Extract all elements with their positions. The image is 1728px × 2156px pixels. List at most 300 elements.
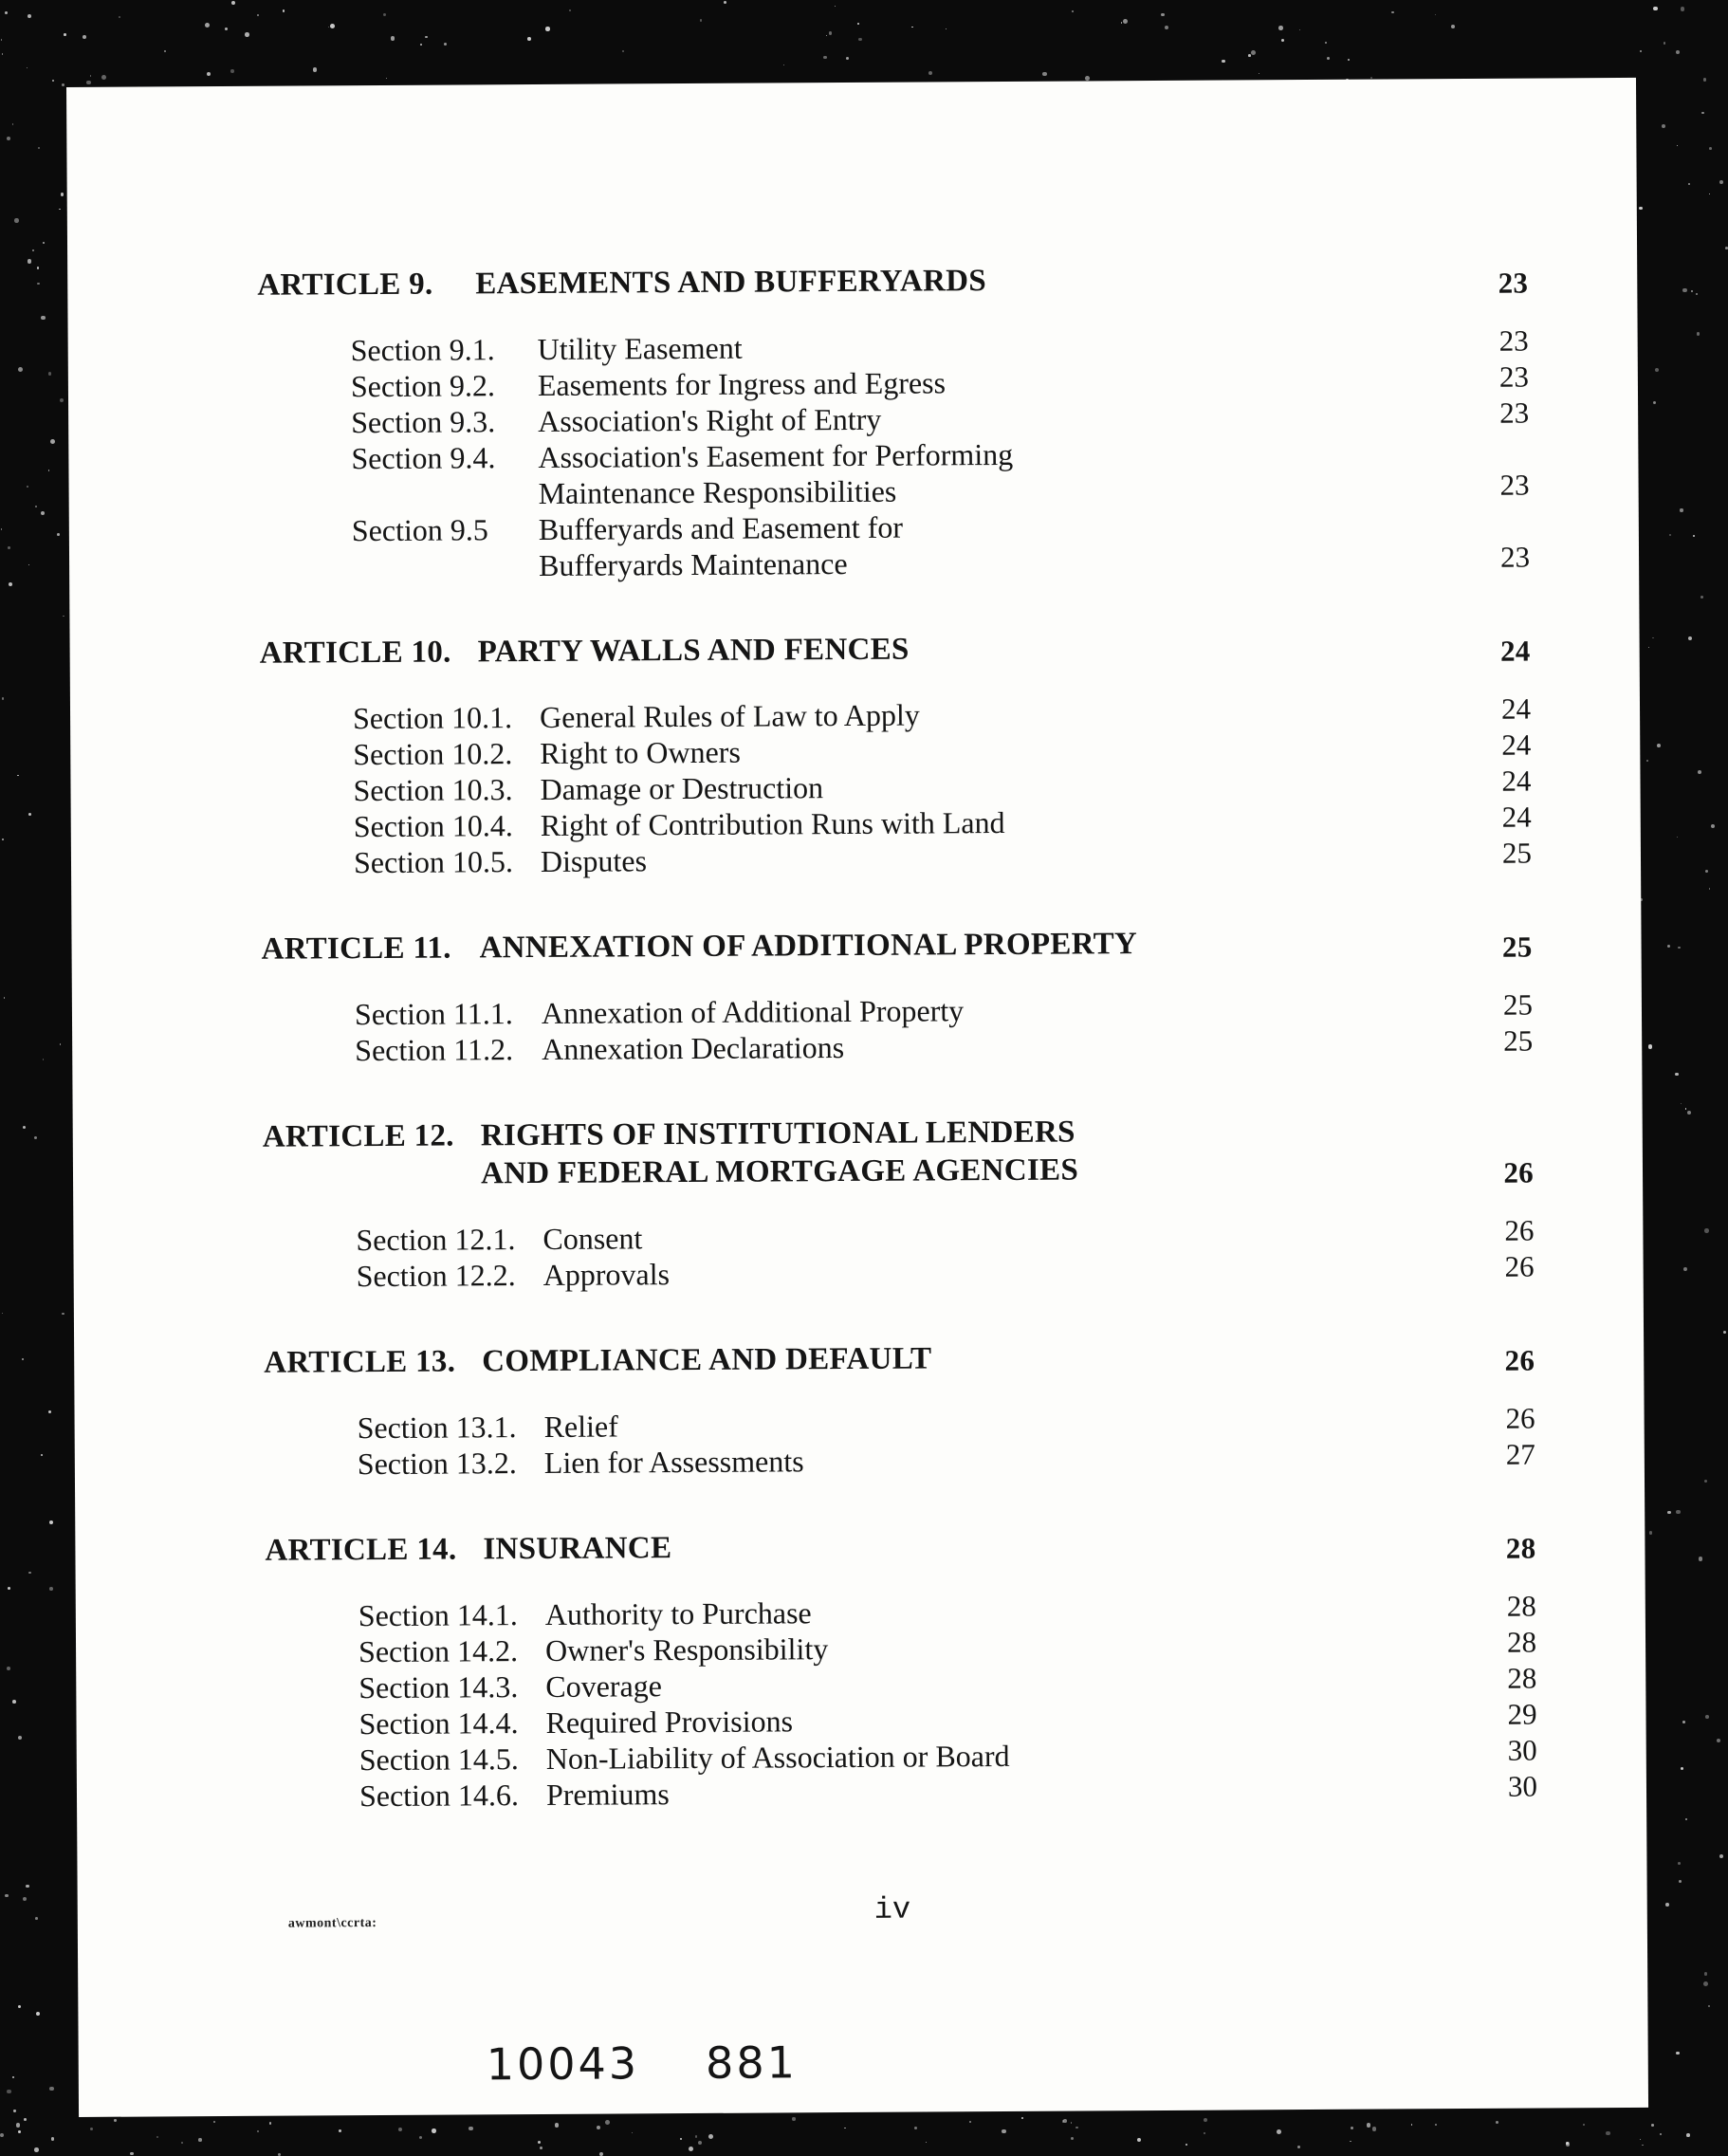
scan-speckle	[1677, 837, 1678, 838]
scan-speckle	[545, 27, 549, 30]
scan-speckle	[724, 1, 726, 4]
section-page-number: 23	[1499, 468, 1530, 502]
scan-speckle	[1123, 19, 1128, 24]
scan-speckle	[59, 209, 61, 211]
section-number: Section 12.2.	[356, 1258, 516, 1294]
scan-speckle	[605, 2120, 610, 2125]
section-page-number: 24	[1501, 800, 1532, 834]
scan-speckle	[1642, 2145, 1643, 2146]
section-page-number: 26	[1505, 1401, 1535, 1435]
section-page-number: 28	[1506, 1589, 1536, 1623]
scan-speckle	[49, 1587, 53, 1591]
scan-speckle	[1688, 636, 1692, 640]
scan-speckle	[1071, 2137, 1074, 2140]
scan-speckle	[26, 1885, 29, 1889]
section-page-number: 24	[1500, 691, 1532, 726]
scan-speckle	[700, 19, 703, 22]
scan-speckle	[1348, 59, 1350, 61]
section-page-number: 23	[1499, 540, 1531, 574]
scan-speckle	[1687, 1111, 1691, 1115]
scan-speckle	[339, 2129, 341, 2132]
scan-speckle	[823, 56, 826, 59]
section-title: Lien for Assessments	[543, 1444, 804, 1480]
scan-speckle	[101, 75, 106, 80]
scan-speckle	[1675, 1073, 1679, 1077]
section-title: Damage or Destruction	[540, 770, 824, 806]
article-page-number: 26	[1503, 1155, 1535, 1189]
section-list	[258, 325, 1531, 585]
scan-speckle	[1667, 1511, 1670, 1514]
scan-speckle	[37, 283, 40, 286]
scan-speckle	[1281, 39, 1284, 42]
scan-speckle	[24, 2118, 27, 2121]
scan-speckle	[23, 1126, 26, 1129]
scan-speckle	[18, 2005, 22, 2009]
section-title: Easements for Ingress and Egress	[537, 365, 947, 402]
scan-speckle	[7, 2090, 10, 2093]
scan-speckle	[12, 123, 14, 125]
scan-speckle	[1606, 2131, 1610, 2136]
scan-speckle	[680, 2138, 682, 2140]
scan-speckle	[1682, 1721, 1685, 1723]
scan-speckle	[1681, 1103, 1682, 1104]
section-page-number: 28	[1507, 1661, 1537, 1695]
scan-speckle	[28, 813, 31, 816]
scan-speckle	[1351, 2127, 1353, 2129]
scan-speckle	[0, 2133, 4, 2137]
scan-speckle	[28, 564, 29, 565]
scan-speckle	[181, 2142, 183, 2144]
article-number: ARTICLE 12.	[262, 1118, 454, 1154]
scan-speckle	[386, 78, 387, 79]
scan-speckle	[28, 259, 32, 264]
section-page-number: 25	[1503, 1023, 1534, 1058]
scan-speckle	[23, 1897, 27, 1901]
scan-speckle	[278, 2153, 281, 2156]
scan-speckle	[1681, 7, 1684, 10]
article-title: COMPLIANCE AND DEFAULT	[482, 1341, 932, 1379]
scan-speckle	[5, 1894, 8, 1897]
scan-speckle	[328, 27, 329, 28]
scan-speckle	[86, 81, 91, 85]
scan-speckle	[16, 2123, 20, 2127]
scan-speckle	[1703, 1981, 1708, 1986]
scan-speckle	[18, 367, 23, 372]
scan-speckle	[1676, 1510, 1680, 1514]
section-title: Utility Easement	[537, 330, 743, 366]
section-number: Section 14.1.	[358, 1597, 518, 1633]
scan-speckle	[1669, 534, 1671, 536]
scan-speckle	[62, 83, 64, 86]
scan-speckle	[1709, 147, 1712, 150]
scan-speckle	[41, 511, 45, 515]
scan-speckle	[1435, 14, 1436, 15]
scan-speckle	[36, 2012, 40, 2016]
scan-speckle	[14, 218, 18, 222]
scan-speckle	[1662, 124, 1665, 128]
scan-speckle	[119, 16, 120, 18]
section-page-number: 27	[1505, 1437, 1535, 1471]
scan-speckle	[1693, 535, 1695, 537]
article-title: EASEMENTS AND BUFFERYARDS	[475, 264, 987, 302]
section-list	[265, 1403, 1535, 1483]
scan-speckle	[911, 27, 912, 28]
scan-speckle	[269, 2122, 271, 2124]
scan-speckle	[28, 14, 31, 18]
section-page-number: 28	[1506, 1625, 1537, 1659]
scan-speckle	[698, 2141, 702, 2145]
section-title: Authority to Purchase	[544, 1595, 812, 1631]
scan-speckle	[1451, 25, 1455, 28]
scan-speckle	[2, 1313, 4, 1315]
section-title: Relief	[543, 1409, 618, 1444]
scan-speckle	[213, 2121, 215, 2123]
section-title: Non-Liability of Association or Board	[545, 1738, 1010, 1776]
scan-speckle	[1709, 193, 1710, 194]
scan-speckle	[1703, 78, 1707, 82]
article-number: ARTICLE 13.	[264, 1344, 456, 1380]
article-heading	[265, 1524, 1535, 1570]
scan-speckle	[1411, 2124, 1412, 2125]
article-title: PARTY WALLS AND FENCES	[477, 632, 910, 670]
scan-speckle	[1186, 2144, 1187, 2146]
scan-speckle	[1299, 29, 1300, 30]
scan-speckle	[1653, 401, 1656, 404]
scan-speckle	[1367, 2123, 1370, 2127]
section-list	[260, 693, 1532, 881]
section-list	[266, 1591, 1537, 1815]
scan-speckle	[60, 398, 64, 402]
scan-speckle	[1683, 1267, 1687, 1271]
scan-speckle	[1435, 2124, 1437, 2126]
scan-speckle	[444, 43, 447, 46]
article-number: ARTICLE 10.	[259, 635, 451, 671]
section-title: Consent	[542, 1221, 643, 1256]
scan-speckle	[1137, 2138, 1141, 2142]
section-number: Section 9.5	[351, 512, 488, 548]
scan-speckle	[1071, 2122, 1072, 2123]
scan-speckle	[569, 9, 571, 11]
scan-speckle	[1002, 2129, 1005, 2133]
section-number: Section 11.1.	[354, 996, 513, 1032]
article-title: ANNEXATION OF ADDITIONAL PROPERTY	[479, 927, 1138, 966]
section-number: Section 12.1.	[356, 1222, 516, 1258]
scan-speckle	[1709, 888, 1710, 889]
scan-speckle	[829, 31, 832, 34]
scan-speckle	[1697, 332, 1700, 336]
scan-speckle	[283, 9, 285, 12]
scan-speckle	[1681, 1767, 1683, 1770]
scan-speckle	[1222, 60, 1225, 64]
scan-speckle	[4, 997, 6, 999]
scan-speckle	[1704, 1972, 1708, 1976]
scan-speckle	[35, 1917, 38, 1920]
section-page-number: 23	[1498, 323, 1529, 358]
scan-speckle	[540, 2147, 542, 2149]
scan-speckle	[32, 249, 35, 252]
scan-speckle	[555, 2123, 560, 2128]
scan-speckle	[313, 67, 318, 72]
scan-speckle	[1682, 288, 1687, 293]
scan-speckle	[61, 193, 64, 196]
scan-speckle	[1704, 1228, 1709, 1233]
scan-speckle	[1723, 1331, 1726, 1334]
section-title: Annexation of Additional Property	[541, 993, 965, 1030]
scan-speckle	[1, 39, 3, 41]
scan-speckle	[1372, 2127, 1377, 2131]
scan-speckle	[469, 2127, 473, 2131]
table-of-contents	[257, 259, 1537, 1815]
scan-speckle	[1639, 207, 1643, 211]
scan-speckle	[1640, 50, 1642, 52]
scan-speckle	[1651, 2124, 1654, 2127]
scan-speckle	[1583, 2124, 1585, 2126]
scan-speckle	[1701, 112, 1703, 114]
article-page-number: 28	[1505, 1531, 1536, 1565]
scan-speckle	[835, 6, 836, 7]
scan-speckle	[1652, 637, 1654, 639]
scan-speckle	[1072, 10, 1074, 12]
scan-speckle	[9, 582, 12, 586]
scan-speckle	[928, 71, 932, 75]
scan-speckle	[1719, 180, 1723, 184]
scan-speckle	[597, 2126, 600, 2129]
section-number: Section 13.2.	[357, 1446, 517, 1482]
article-heading	[263, 1111, 1534, 1194]
scan-speckle	[420, 44, 422, 46]
scan-speckle	[330, 24, 335, 28]
scan-speckle	[538, 2141, 541, 2144]
article-page-number: 23	[1498, 266, 1529, 300]
document-page	[66, 78, 1648, 2117]
article-page-number: 25	[1501, 930, 1533, 964]
scan-speckle	[1277, 2129, 1281, 2134]
scan-speckle	[1648, 1044, 1653, 1049]
scan-speckle	[50, 439, 55, 444]
scan-speckle	[90, 2128, 93, 2130]
scan-speckle	[632, 2132, 633, 2133]
scan-speckle	[1325, 42, 1327, 44]
article-number: ARTICLE 14.	[265, 1532, 457, 1568]
section-title: Right to Owners	[540, 734, 741, 770]
scan-speckle	[1649, 1531, 1653, 1535]
scan-speckle	[622, 50, 625, 53]
scan-speckle	[207, 72, 211, 76]
scan-speckle	[1, 528, 2, 529]
scan-speckle	[2, 697, 4, 699]
scan-speckle	[783, 64, 784, 65]
section-title: General Rules of Law to Apply	[539, 697, 920, 734]
document-number-right: 881	[705, 2036, 799, 2089]
scan-speckle	[231, 1, 235, 5]
scan-speckle	[156, 2136, 158, 2138]
scan-speckle	[41, 316, 46, 321]
scan-speckle	[164, 50, 166, 52]
section-number: Section 9.2.	[350, 368, 496, 404]
scan-speckle	[8, 1587, 10, 1590]
section-title: Disputes	[540, 843, 648, 878]
scan-speckle	[1021, 2117, 1023, 2119]
scan-speckle	[1653, 7, 1657, 10]
scan-speckle	[2, 53, 3, 54]
section-page-number: 23	[1498, 359, 1529, 394]
scan-speckle	[1640, 2139, 1642, 2141]
scan-speckle	[708, 2134, 713, 2139]
scan-speckle	[1327, 57, 1330, 60]
scan-speckle	[225, 28, 228, 30]
scan-speckle	[1699, 1557, 1703, 1561]
scan-speckle	[27, 67, 28, 68]
section-number: Section 10.2.	[353, 736, 513, 772]
article-heading	[264, 1336, 1535, 1382]
scan-speckle	[1248, 54, 1251, 57]
section-title: Bufferyards and Easement for Bufferyards Maintenance	[538, 509, 904, 582]
section-entry	[259, 506, 1530, 585]
section-number: Section 11.2.	[355, 1032, 514, 1068]
section-title: Approvals	[542, 1257, 671, 1292]
scan-speckle	[48, 470, 50, 471]
scan-speckle	[1667, 945, 1670, 948]
scan-speckle	[946, 28, 947, 30]
section-page-number: 29	[1507, 1697, 1537, 1731]
section-entry	[264, 1251, 1535, 1295]
scan-speckle	[1165, 26, 1168, 29]
scan-speckle	[1680, 508, 1682, 511]
scan-speckle	[49, 2087, 54, 2092]
scan-speckle	[90, 75, 92, 77]
scan-speckle	[18, 2130, 21, 2133]
scan-speckle	[1566, 2142, 1570, 2146]
document-number	[487, 2036, 864, 2090]
section-title: Coverage	[545, 1668, 663, 1704]
scan-speckle	[205, 23, 210, 28]
scan-speckle	[1705, 1715, 1709, 1719]
scan-speckle	[1278, 26, 1283, 30]
scan-speckle	[419, 2136, 422, 2139]
scan-speckle	[1657, 744, 1661, 747]
section-number: Section 14.6.	[358, 1778, 520, 1814]
article-title: INSURANCE	[483, 1531, 672, 1567]
scan-speckle	[34, 2147, 39, 2152]
scan-speckle	[1678, 1862, 1681, 1865]
scan-speckle	[1204, 2118, 1208, 2123]
section-title: Annexation Declarations	[542, 1030, 845, 1066]
scan-speckle	[398, 2128, 402, 2131]
scan-speckle	[257, 2130, 259, 2132]
section-page-number: 30	[1507, 1733, 1537, 1767]
scan-speckle	[1717, 1739, 1720, 1742]
section-entry	[258, 433, 1529, 513]
scan-speckle	[527, 37, 531, 41]
scan-speckle	[22, 1358, 23, 1359]
section-title: Right of Contribution Runs with Land	[540, 804, 1005, 842]
scan-speckle	[1691, 290, 1693, 292]
scan-speckle	[1085, 76, 1090, 81]
scan-speckle	[846, 57, 849, 60]
scan-speckle	[391, 36, 395, 41]
section-number: Section 9.3.	[351, 404, 496, 440]
section-number: Section 9.1.	[350, 332, 495, 368]
section-page-number: 26	[1504, 1213, 1535, 1247]
scan-speckle	[48, 372, 52, 376]
article-page-number: 24	[1499, 634, 1531, 668]
page-number-roman: iv	[873, 1891, 911, 1927]
scan-speckle	[51, 2137, 55, 2141]
section-page-number: 26	[1504, 1249, 1535, 1283]
scan-speckle	[599, 2152, 603, 2156]
scan-speckle	[695, 2135, 697, 2137]
scan-speckle	[1350, 2141, 1351, 2142]
section-title: Association's Right of Entry	[538, 401, 882, 438]
scan-speckle	[83, 35, 86, 39]
scan-speckle	[1655, 368, 1659, 372]
section-page-number: 25	[1502, 987, 1534, 1022]
scan-speckle	[689, 2147, 693, 2151]
scan-speckle	[43, 242, 45, 244]
scan-speckle	[8, 546, 10, 549]
scan-speckle	[43, 1059, 44, 1060]
article-heading	[257, 259, 1528, 304]
section-number: Section 10.1.	[352, 700, 513, 736]
section-number: Section 10.4.	[353, 808, 513, 844]
scan-speckle	[1676, 2052, 1679, 2055]
article-number: ARTICLE 11.	[261, 931, 451, 967]
scan-speckle	[5, 11, 8, 14]
scan-speckle	[60, 1043, 61, 1044]
section-title: Required Provisions	[545, 1704, 794, 1740]
scan-speckle	[230, 69, 234, 73]
scan-speckle	[1646, 760, 1647, 761]
scan-speckle	[1719, 1854, 1723, 1858]
scan-speckle	[1696, 293, 1698, 295]
section-list	[263, 1215, 1534, 1295]
article-heading	[260, 627, 1531, 673]
scan-speckle	[27, 486, 28, 488]
scan-speckle	[257, 14, 259, 16]
section-number: Section 9.4.	[351, 440, 496, 476]
scan-speckle	[1648, 647, 1649, 648]
section-number: Section 10.5.	[353, 844, 514, 880]
article-page-number: 26	[1504, 1343, 1535, 1377]
section-number: Section 10.3.	[353, 772, 513, 808]
section-number: Section 14.3.	[358, 1669, 519, 1705]
section-number: Section 13.1.	[357, 1410, 517, 1446]
scan-speckle	[1685, 1818, 1687, 1820]
scan-speckle	[12, 1700, 16, 1704]
scan-speckle	[1370, 77, 1372, 79]
scan-speckle	[1297, 2146, 1300, 2148]
article-number: ARTICLE 9.	[257, 267, 433, 303]
scan-speckle	[1705, 870, 1708, 873]
article-title: RIGHTS OF INSTITUTIONAL LENDERS AND FEDERAL MORTGAGE AGENCIES	[480, 1115, 1079, 1191]
section-title: Association's Easement for Performing Maintenance Responsibilities	[538, 436, 1014, 510]
scan-speckle	[1391, 11, 1393, 13]
scan-speckle	[1075, 2127, 1078, 2129]
scan-speckle	[198, 2138, 202, 2142]
scan-speckle	[1686, 2133, 1690, 2137]
scan-speckle	[969, 2121, 971, 2123]
section-title: Owner's Responsibility	[544, 1631, 829, 1668]
scan-speckle	[64, 33, 66, 36]
scan-speckle	[17, 775, 18, 776]
scan-speckle	[28, 1572, 30, 1574]
scan-speckle	[114, 2119, 116, 2121]
scan-speckle	[1161, 13, 1164, 16]
scan-speckle	[7, 1667, 10, 1670]
scan-speckle	[926, 2142, 927, 2143]
article-heading	[261, 923, 1532, 968]
scan-speckle	[1678, 947, 1680, 949]
